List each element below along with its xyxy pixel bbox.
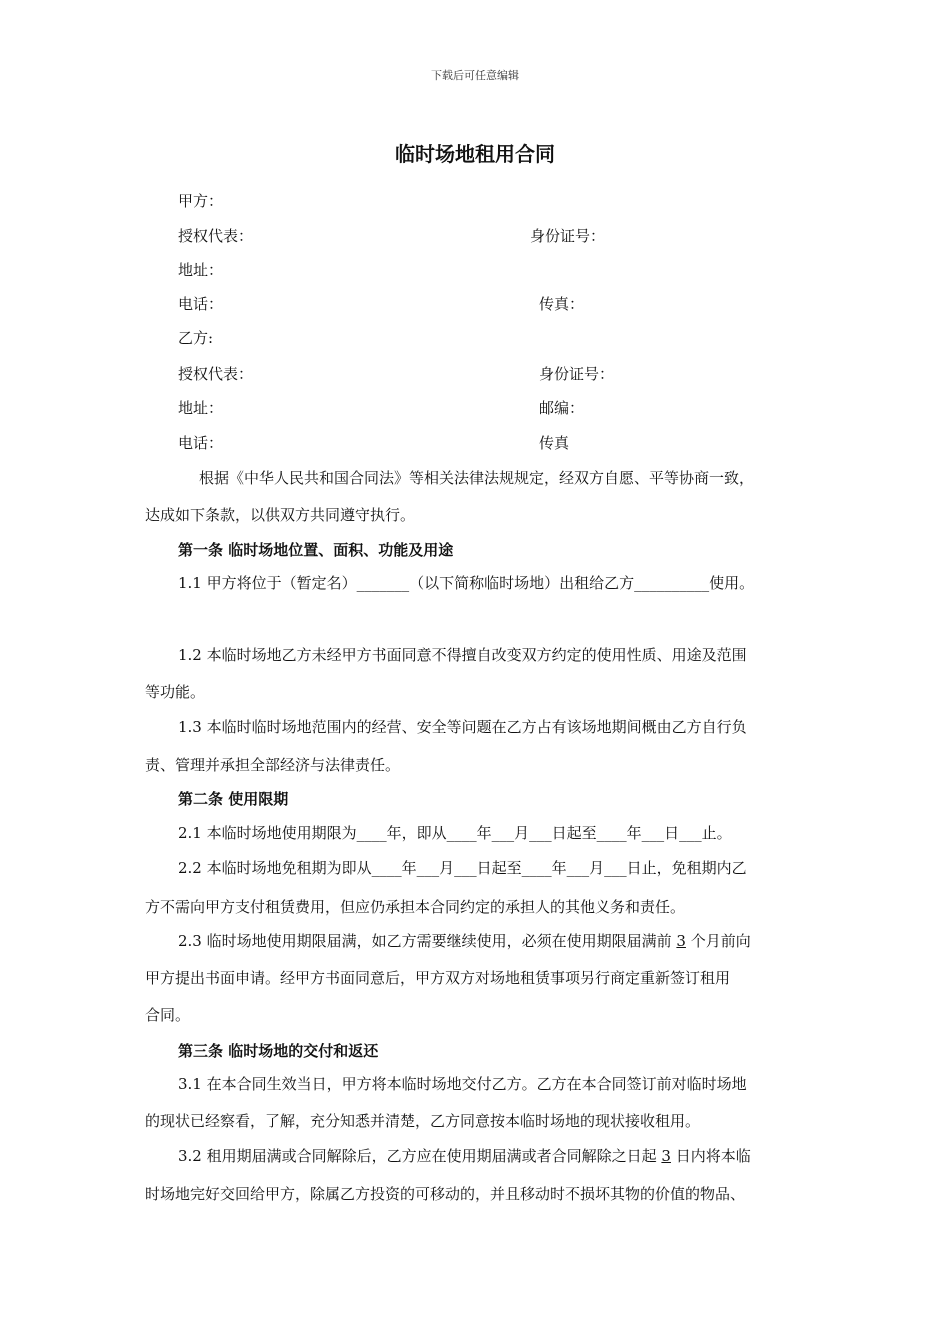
clause-2-3-months: 3 [676, 932, 686, 950]
clause-1-2-line-1: 1.2 本临时场地乙方未经甲方书面同意不得擅自改变双方约定的使用性质、用途及范围 [178, 646, 747, 664]
party-b-address-label: 地址： [178, 399, 224, 417]
clause-1-1: 1.1 甲方将位于（暂定名）_______（以下简称临时场地）出租给乙方__________使用。 [178, 574, 755, 592]
clause-2-1: 2.1 本临时场地使用期限为____年，即从____年___月___日起至____年___日___止。 [178, 824, 732, 842]
clause-3-1-line-1: 3.1 在本合同生效当日，甲方将本临时场地交付乙方。乙方在本合同签订前对临时场地 [178, 1075, 747, 1093]
page-title: 临时场地租用合同 [395, 142, 555, 166]
article-1-heading: 第一条 临时场地位置、面积、功能及用途 [178, 541, 454, 559]
party-a-phone-label: 电话： [178, 295, 224, 313]
party-b-id-label: 身份证号： [539, 365, 615, 383]
clause-2-2-line-2: 方不需向甲方支付租赁费用，但应仍承担本合同约定的承担人的其他义务和责任。 [145, 898, 686, 916]
clause-2-3-line-1 [178, 931, 751, 951]
clause-3-2-line-2: 时场地完好交回给甲方，除属乙方投资的可移动的，并且移动时不损坏其物的价值的物品、 [145, 1185, 746, 1203]
party-a-fax-label: 传真： [539, 295, 585, 313]
intro-line-2: 达成如下条款，以供双方共同遵守执行。 [145, 506, 416, 524]
party-b-phone-label: 电话： [178, 434, 224, 452]
clause-3-2-days: 3 [661, 1147, 671, 1165]
clause-2-3-line-2: 甲方提出书面申请。经甲方书面同意后，甲方双方对场地租赁事项另行商定重新签订租用 [145, 969, 731, 987]
clause-2-3-text-pre: 2.3 临时场地使用期限届满，如乙方需要继续使用，必须在使用期限届满前 [178, 932, 677, 950]
clause-2-2-line-1: 2.2 本临时场地免租期为即从____年___月___日起至____年___月___日止，免租期内乙 [178, 859, 747, 877]
clause-3-2-line-1 [178, 1146, 751, 1166]
party-b-rep-label: 授权代表： [178, 365, 254, 383]
party-a-label: 甲方： [178, 192, 224, 210]
party-b-label: 乙方: [178, 329, 214, 347]
article-2-heading: 第二条 使用限期 [178, 790, 289, 808]
party-a-address-label: 地址： [178, 261, 224, 279]
party-a-id-label: 身份证号： [530, 227, 606, 245]
clause-3-1-line-2: 的现状已经察看，了解，充分知悉并清楚，乙方同意按本临时场地的现状接收租用。 [145, 1112, 701, 1130]
clause-1-3-line-1: 1.3 本临时临时场地范围内的经营、安全等问题在乙方占有该场地期间概由乙方自行负 [178, 718, 747, 736]
clause-1-2-line-2: 等功能。 [145, 683, 206, 701]
header-note: 下载后可任意编辑 [431, 69, 519, 82]
article-3-heading: 第三条 临时场地的交付和返还 [178, 1042, 379, 1060]
clause-3-2-text-pre: 3.2 租用期届满或合同解除后，乙方应在使用期届满或者合同解除之日起 [178, 1147, 662, 1165]
clause-1-3-line-2: 责、管理并承担全部经济与法律责任。 [145, 756, 401, 774]
party-b-fax-label: 传真 [539, 434, 570, 452]
clause-2-3-line-3: 合同。 [145, 1006, 191, 1024]
party-b-zip-label: 邮编： [539, 399, 585, 417]
clause-3-2-text-post: 日内将本临 [670, 1147, 751, 1165]
intro-line-1: 根据《中华人民共和国合同法》等相关法律法规规定，经双方自愿、平等协商一致， [199, 469, 755, 487]
party-a-rep-label: 授权代表： [178, 227, 254, 245]
clause-2-3-text-post: 个月前向 [685, 932, 751, 950]
